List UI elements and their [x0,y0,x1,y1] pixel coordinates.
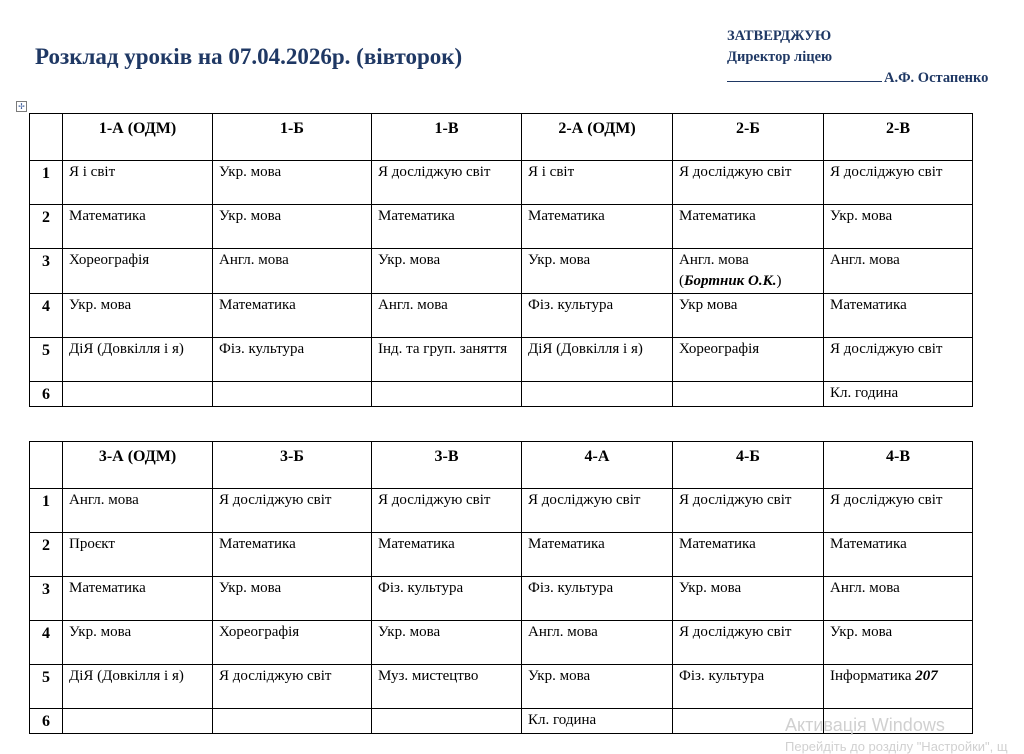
lesson-number: 3 [30,249,63,294]
table-row [30,338,973,382]
class-header: 2-Б [673,114,824,161]
lesson-cell: Англ. мова [824,577,973,621]
lesson-cell: Хореографія [673,338,824,382]
lesson-cell: Фіз. культура [372,577,522,621]
schedule-table-grades-3-4 [29,441,973,734]
room-number: 207 [915,668,938,684]
lesson-number: 4 [30,294,63,338]
lesson-cell: Я досліджую світ [673,621,824,665]
lesson-cell: Фіз. культура [522,577,673,621]
windows-activation-watermark [785,715,1008,754]
approval-heading: ЗАТВЕРДЖУЮ [727,28,832,44]
table-row [30,577,973,621]
lesson-cell [522,382,673,407]
table-row [30,249,973,294]
lesson-cell: Математика [522,205,673,249]
approval-name: А.Ф. Остапенко [884,70,989,86]
class-header: 1-В [372,114,522,161]
lesson-cell: Кл. година [522,709,673,734]
lesson-subject: Англ. мова [679,252,749,268]
lesson-cell: Я і світ [522,161,673,205]
lesson-cell: Англ. мова [522,621,673,665]
lesson-cell: Англ. мова [213,249,372,294]
table-header-row [30,442,973,489]
lesson-cell [213,709,372,734]
table-row [30,621,973,665]
lesson-cell: Хореографія [63,249,213,294]
table-header-row [30,114,973,161]
lesson-number: 1 [30,489,63,533]
lesson-cell: Математика [824,533,973,577]
lesson-cell: Муз. мистецтво [372,665,522,709]
lesson-cell: Інд. та груп. заняття [372,338,522,382]
table-row [30,294,973,338]
class-header: 4-В [824,442,973,489]
approval-signature [727,68,988,89]
lesson-cell: Укр мова [673,294,824,338]
lesson-cell: Я досліджую світ [213,489,372,533]
lesson-cell: Хореографія [213,621,372,665]
lesson-number: 5 [30,665,63,709]
lesson-cell: ДіЯ (Довкілля і я) [63,338,213,382]
watermark-title: Активація Windows [785,715,945,735]
page-title: Розклад уроків на 07.04.2026р. (вівторок) [35,44,463,69]
lesson-cell: Я досліджую світ [673,489,824,533]
lesson-number: 2 [30,533,63,577]
table-move-handle-icon[interactable]: ✢ [16,101,27,112]
table-row [30,489,973,533]
lesson-subject: Інформатика [830,668,912,684]
lesson-cell: Укр. мова [213,577,372,621]
lesson-cell: Я досліджую світ [522,489,673,533]
lesson-number: 6 [30,382,63,407]
lesson-cell [63,382,213,407]
lesson-cell: Укр. мова [213,161,372,205]
class-header: 3-Б [213,442,372,489]
lesson-cell: Укр. мова [213,205,372,249]
lesson-cell: Я досліджую світ [213,665,372,709]
lesson-cell [213,382,372,407]
lesson-cell: Кл. година [824,382,973,407]
header-corner-cell [30,442,63,489]
class-header: 3-В [372,442,522,489]
lesson-cell [63,709,213,734]
table-row [30,382,973,407]
class-header: 4-Б [673,442,824,489]
lesson-cell: Я досліджую світ [824,161,973,205]
class-header: 2-В [824,114,973,161]
schedule-table-grades-1-2 [29,113,973,407]
signature-line [727,69,882,82]
lesson-cell: Математика [522,533,673,577]
lesson-cell [673,382,824,407]
lesson-cell: Фіз. культура [522,294,673,338]
lesson-number: 3 [30,577,63,621]
lesson-cell: Математика [372,205,522,249]
lesson-cell: Укр. мова [522,665,673,709]
lesson-cell: Англ. мова [63,489,213,533]
lesson-cell: Проєкт [63,533,213,577]
lesson-cell: Укр. мова [824,205,973,249]
lesson-cell: Математика [213,533,372,577]
class-header: 1-Б [213,114,372,161]
class-header: 2-А (ОДМ) [522,114,673,161]
lesson-cell [824,665,973,709]
lesson-cell: Математика [213,294,372,338]
lesson-cell: Математика [372,533,522,577]
lesson-cell: Я досліджую світ [824,338,973,382]
lesson-cell: Англ. мова (Бортник О.К.) [673,249,824,294]
table-row [30,533,973,577]
watermark-subtitle: Перейдіть до розділу "Настройки", щ [785,739,1008,754]
lesson-cell: Фіз. культура [673,665,824,709]
lesson-cell: Я і світ [63,161,213,205]
lesson-number: 2 [30,205,63,249]
lesson-cell: Математика [824,294,973,338]
table-row [30,205,973,249]
lesson-cell: Англ. мова [824,249,973,294]
lesson-cell: Я досліджую світ [372,161,522,205]
lesson-number: 1 [30,161,63,205]
approval-block [727,26,988,89]
teacher-note: Бортник О.К. [684,273,777,289]
lesson-cell [372,382,522,407]
lesson-cell: Я досліджую світ [372,489,522,533]
lesson-cell: Укр. мова [63,621,213,665]
class-header: 4-А [522,442,673,489]
header-corner-cell [30,114,63,161]
lesson-cell: ДіЯ (Довкілля і я) [522,338,673,382]
lesson-cell: Математика [673,205,824,249]
table-row [30,161,973,205]
lesson-cell: Англ. мова [372,294,522,338]
lesson-cell: Я досліджую світ [824,489,973,533]
lesson-cell: ДіЯ (Довкілля і я) [63,665,213,709]
lesson-cell: Укр. мова [372,249,522,294]
class-header: 3-А (ОДМ) [63,442,213,489]
lesson-cell: Укр. мова [63,294,213,338]
lesson-number: 6 [30,709,63,734]
approval-position: Директор ліцею [727,49,833,65]
table-row [30,665,973,709]
lesson-cell: Укр. мова [522,249,673,294]
lesson-cell: Фіз. культура [213,338,372,382]
lesson-cell: Укр. мова [372,621,522,665]
lesson-number: 5 [30,338,63,382]
lesson-cell: Математика [673,533,824,577]
lesson-cell [372,709,522,734]
lesson-cell: Я досліджую світ [673,161,824,205]
lesson-number: 4 [30,621,63,665]
lesson-cell: Математика [63,577,213,621]
lesson-cell: Математика [63,205,213,249]
lesson-cell: Укр. мова [673,577,824,621]
lesson-cell: Укр. мова [824,621,973,665]
class-header: 1-А (ОДМ) [63,114,213,161]
